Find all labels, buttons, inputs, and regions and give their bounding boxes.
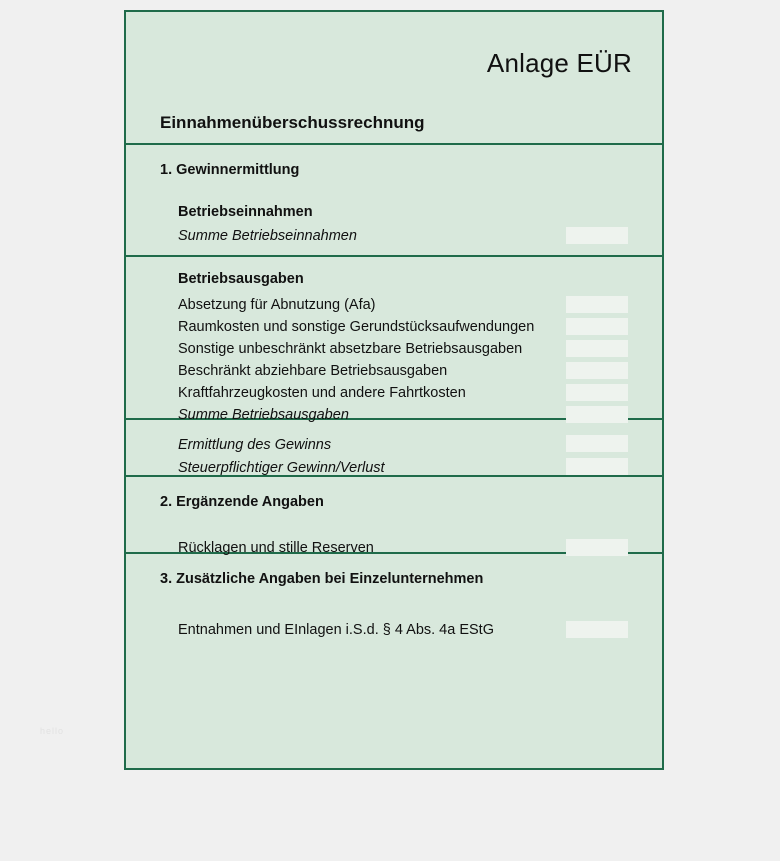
amount-input-sonstige-unbeschraenkt[interactable] bbox=[566, 340, 628, 357]
form-row bbox=[152, 456, 636, 479]
form-page bbox=[124, 10, 664, 770]
group-title-betriebsausgaben: Betriebsausgaben bbox=[178, 271, 304, 287]
row-label: Rücklagen und stille Reserven bbox=[178, 540, 374, 556]
page-title: Anlage EÜR bbox=[486, 48, 632, 78]
section-zusaetzliche-angaben bbox=[126, 554, 662, 861]
rows-betriebseinnahmen bbox=[152, 225, 636, 247]
section-ermittlung-gewinn bbox=[126, 420, 662, 477]
amount-input-raumkosten[interactable] bbox=[566, 318, 628, 335]
row-label: Steuerpflichtiger Gewinn/Verlust bbox=[178, 459, 385, 476]
section-ergaenzende-angaben bbox=[126, 477, 662, 554]
form-row bbox=[152, 316, 636, 338]
form-row bbox=[152, 294, 636, 316]
section-title-zusaetzliche-angaben: 3. Zusätzliche Angaben bei Einzelunternehmen bbox=[160, 571, 484, 587]
row-label: Raumkosten und sonstige Gerundstücksaufwendungen bbox=[178, 319, 535, 335]
amount-input-steuerpflichtiger-gewinn[interactable] bbox=[566, 458, 628, 475]
form-row bbox=[152, 382, 636, 404]
section-title-ergaenzende-angaben: 2. Ergänzende Angaben bbox=[160, 494, 324, 510]
amount-input-entnahmen-einlagen[interactable] bbox=[566, 621, 628, 638]
row-label: Ermittlung des Gewinns bbox=[178, 436, 332, 453]
document-header bbox=[126, 12, 662, 145]
watermark-text: hello bbox=[40, 726, 65, 736]
form-row bbox=[152, 225, 636, 247]
rows-ermittlung bbox=[152, 433, 636, 479]
rows-zusaetzliche-angaben bbox=[152, 619, 636, 641]
amount-input-beschraenkt-abziehbar[interactable] bbox=[566, 362, 628, 379]
row-label: Summe Betriebseinnahmen bbox=[178, 228, 357, 244]
document-subtitle: Einnahmenüberschussrechnung bbox=[160, 113, 425, 132]
section-title-gewinnermittlung: 1. Gewinnermittlung bbox=[160, 162, 300, 178]
row-label: Sonstige unbeschränkt absetzbare Betriebsausgaben bbox=[178, 341, 523, 357]
amount-input-ermittlung-des-gewinns[interactable] bbox=[566, 435, 628, 452]
rows-betriebsausgaben bbox=[152, 294, 636, 426]
group-title-betriebseinnahmen: Betriebseinnahmen bbox=[178, 204, 313, 220]
form-row bbox=[152, 619, 636, 641]
amount-input-kraftfahrzeugkosten[interactable] bbox=[566, 384, 628, 401]
form-row bbox=[152, 433, 636, 456]
row-label: Kraftfahrzeugkosten und andere Fahrtkosten bbox=[178, 385, 466, 401]
row-label: Entnahmen und EInlagen i.S.d. § 4 Abs. 4a EStG bbox=[178, 622, 494, 638]
row-label: Absetzung für Abnutzung (Afa) bbox=[178, 297, 376, 313]
section-gewinnermittlung bbox=[126, 145, 662, 257]
amount-input-summe-betriebseinnahmen[interactable] bbox=[566, 227, 628, 244]
form-row bbox=[152, 338, 636, 360]
row-label: Beschränkt abziehbare Betriebsausgaben bbox=[178, 363, 448, 379]
form-row bbox=[152, 360, 636, 382]
amount-input-afa[interactable] bbox=[566, 296, 628, 313]
section-betriebsausgaben bbox=[126, 257, 662, 423]
row-label: Summe Betriebsausgaben bbox=[178, 407, 349, 423]
